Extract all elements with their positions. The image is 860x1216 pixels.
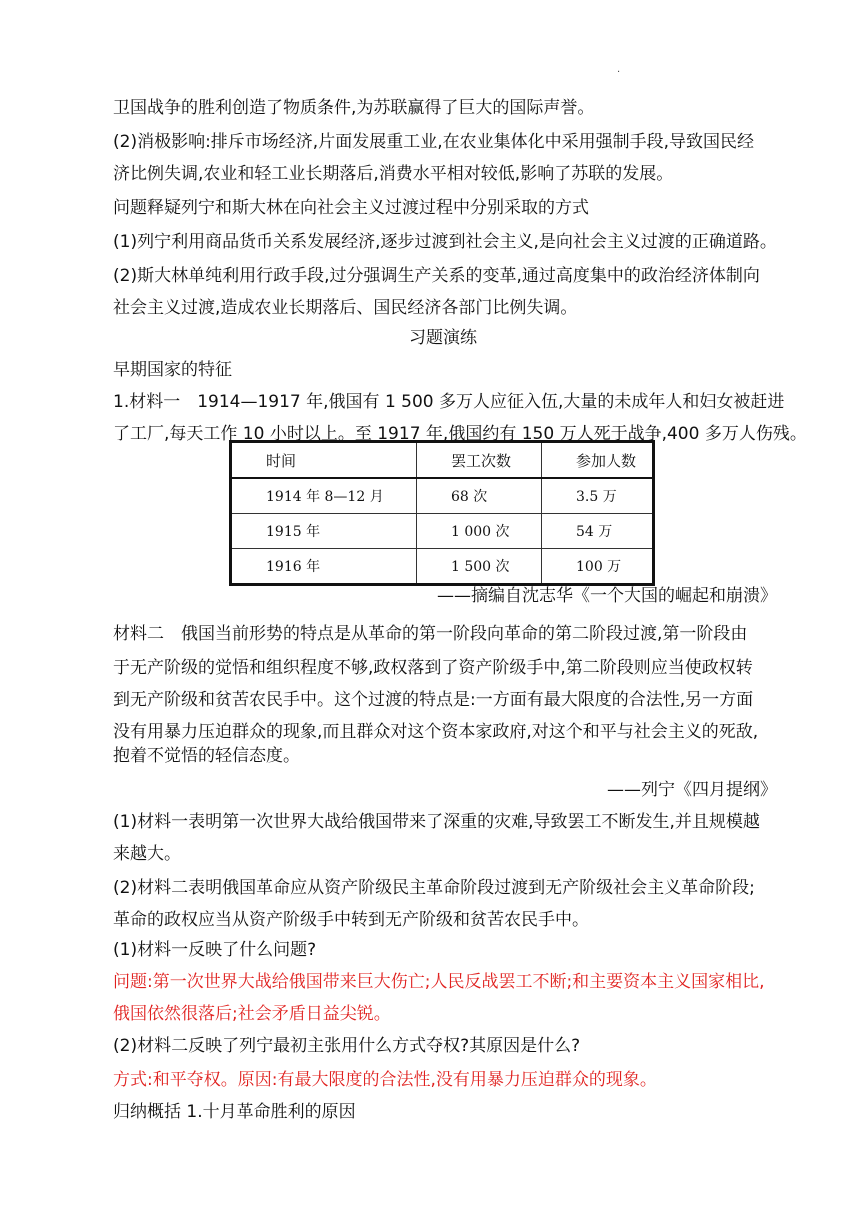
material-two-cont: 到无产阶级和贫苦农民手中。这个过渡的特点是:一方面有最大限度的合法性,另一方面 <box>113 690 754 710</box>
text-line: (2)消极影响:排斥市场经济,片面发展重工业,在农业集体化中采用强制手段,导致国民经 <box>113 132 755 152</box>
table-cell: 100 万 <box>542 549 654 585</box>
material-two-cont: 于无产阶级的觉悟和组织程度不够,政权落到了资产阶级手中,第二阶段则应当使政权转 <box>113 658 753 678</box>
source-citation: ——列宁《四月提纲》 <box>607 780 777 800</box>
material-two-cont: 抱着不觉悟的轻信态度。 <box>113 746 300 766</box>
table-cell: 54 万 <box>542 514 654 549</box>
material-one: 1.材料一 1914—1917 年,俄国有 1 500 多万人应征入伍,大量的未成年人和妇女被赶进 <box>113 392 785 412</box>
analysis-line: 革命的政权应当从资产阶级手中转到无产阶级和贫苦农民手中。 <box>113 910 589 930</box>
table-cell: 1915 年 <box>231 514 417 549</box>
strike-table <box>229 440 655 586</box>
analysis-line: (2)材料二表明俄国革命应从资产阶级民主革命阶段过渡到无产阶级社会主义革命阶段; <box>113 878 755 898</box>
material-two-cont: 没有用暴力压迫群众的现象,而且群众对这个资本家政府,对这个和平与社会主义的死敌, <box>113 722 759 742</box>
text-line: (2)斯大林单纯利用行政手段,过分强调生产关系的变革,通过高度集中的政治经济体制向 <box>113 266 760 286</box>
answer-one: 问题:第一次世界大战给俄国带来巨大伤亡;人民反战罢工不断;和主要资本主义国家相比, <box>113 972 765 992</box>
question-one: (1)材料一反映了什么问题? <box>113 940 317 960</box>
analysis-line: 来越大。 <box>113 844 181 864</box>
text-line: 问题释疑列宁和斯大林在向社会主义过渡过程中分别采取的方式 <box>113 198 589 218</box>
table-cell: 1 000 次 <box>417 514 542 549</box>
material-one-cont: 了工厂,每天工作 10 小时以上。至 1917 年,俄国约有 150 万人死于战争,400 多万人伤残。 <box>113 424 807 444</box>
table-header: 参加人数 <box>542 442 654 479</box>
table-cell: 3.5 万 <box>542 478 654 514</box>
table-row <box>231 478 654 514</box>
page-marker: . <box>617 64 621 75</box>
text-line: (1)列宁利用商品货币关系发展经济,逐步过渡到社会主义,是向社会主义过渡的正确道路。 <box>113 232 777 252</box>
answer-two: 方式:和平夺权。原因:有最大限度的合法性,没有用暴力压迫群众的现象。 <box>113 1070 657 1090</box>
table-cell: 68 次 <box>417 478 542 514</box>
question-two: (2)材料二反映了列宁最初主张用什么方式夺权?其原因是什么? <box>113 1036 581 1056</box>
table-cell: 1916 年 <box>231 549 417 585</box>
analysis-line: (1)材料一表明第一次世界大战给俄国带来了深重的灾难,导致罢工不断发生,并且规模越 <box>113 812 760 832</box>
text-line: 济比例失调,农业和轻工业长期落后,消费水平相对较低,影响了苏联的发展。 <box>113 164 674 184</box>
source-citation: ——摘编自沈志华《一个大国的崛起和崩溃》 <box>437 586 777 606</box>
material-two: 材料二 俄国当前形势的特点是从革命的第一阶段向革命的第二阶段过渡,第一阶段由 <box>113 624 748 644</box>
answer-one-cont: 俄国依然很落后;社会矛盾日益尖锐。 <box>113 1004 391 1024</box>
text-line: 卫国战争的胜利创造了物质条件,为苏联赢得了巨大的国际声誉。 <box>113 98 595 118</box>
text-line: 社会主义过渡,造成农业长期落后、国民经济各部门比例失调。 <box>113 298 578 318</box>
table-header-row <box>231 442 654 479</box>
section-title: 习题演练 <box>409 328 477 348</box>
table-row <box>231 514 654 549</box>
table-cell: 1914 年 8—12 月 <box>231 478 417 514</box>
table-cell: 1 500 次 <box>417 549 542 585</box>
table-header: 罢工次数 <box>417 442 542 479</box>
summary-heading: 归纳概括 1.十月革命胜利的原因 <box>113 1102 356 1122</box>
table-header: 时间 <box>231 442 417 479</box>
subtitle: 早期国家的特征 <box>113 360 232 380</box>
